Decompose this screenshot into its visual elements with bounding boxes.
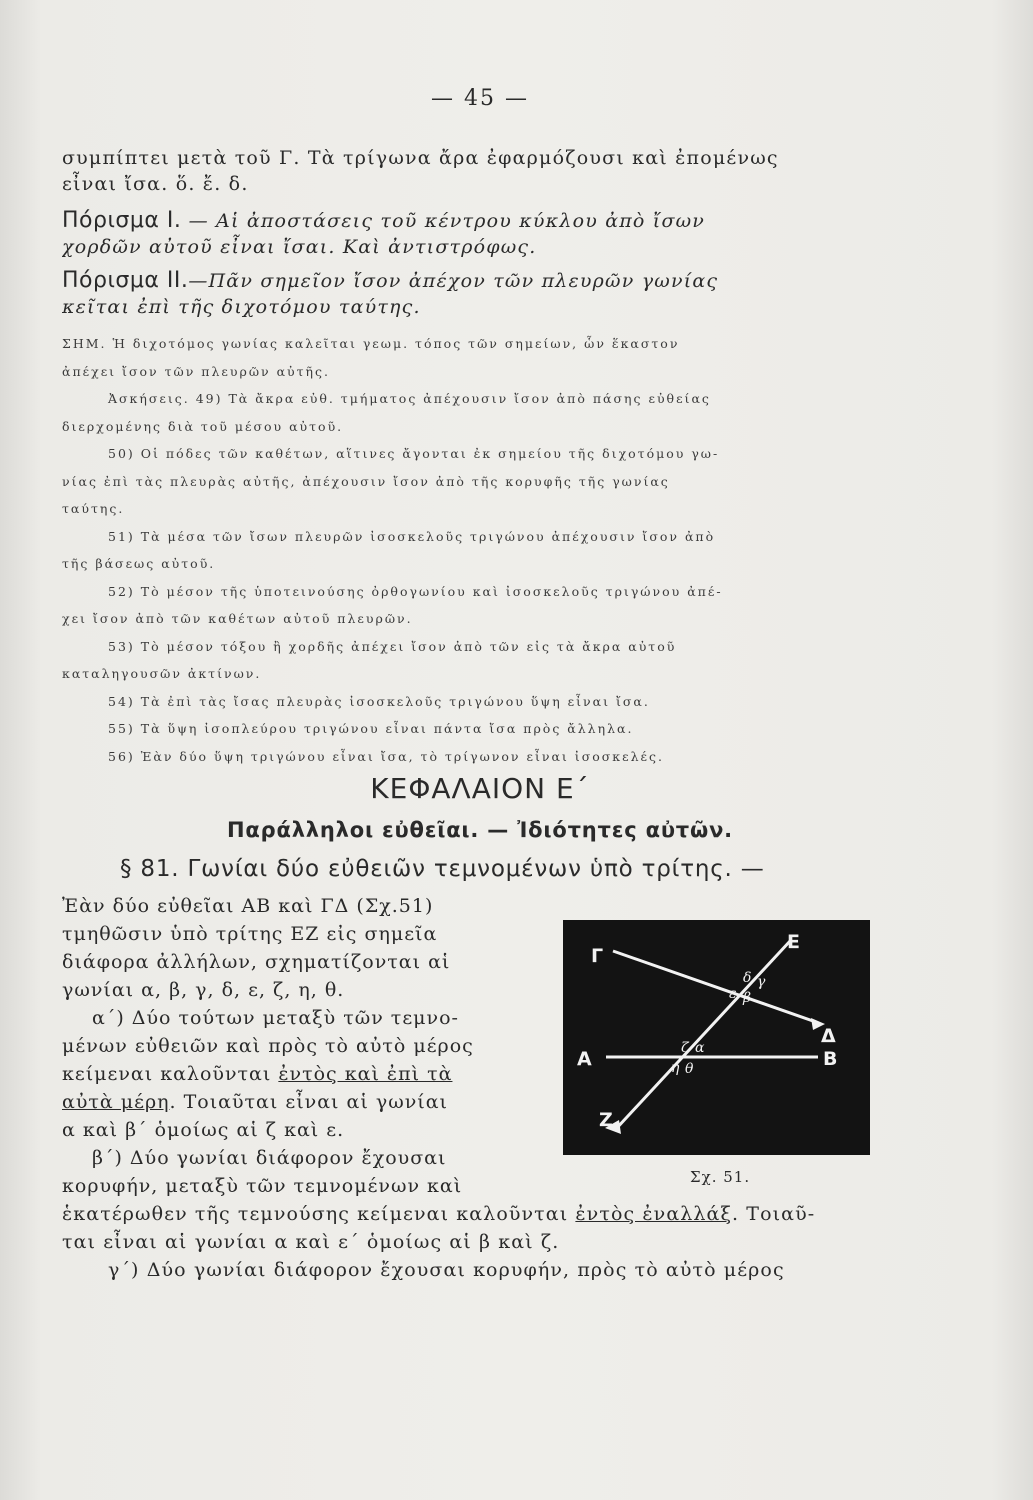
- transversal-ez: [615, 940, 791, 1130]
- angle-beta: β: [743, 990, 752, 1006]
- corollary-1-heading: Πόρισμα I.: [62, 208, 182, 233]
- text-line: ἑκατέρωθεν τῆς τεμνούσης κείμεναι καλοῦνται ἐντὸς ἐναλλάξ. Τοιαῦ-: [62, 1203, 816, 1225]
- section-text: [62, 892, 512, 1200]
- text-line: χορδῶν αὐτοῦ εἶναι ἴσαι. Καὶ ἀντιστρόφως.: [62, 236, 537, 258]
- exercise-line: τῆς βάσεως αὐτοῦ.: [62, 556, 216, 571]
- angle-alpha: α: [695, 1040, 705, 1056]
- underlined-term: ἐντὸς καὶ ἐπὶ τὰ: [278, 1063, 453, 1085]
- exercise-line: 50) Οἱ πόδες τῶν καθέτων, αἵτινες ἄγονται ἐκ σημείου τῆς διχοτόμου γω-: [108, 446, 720, 461]
- label-gamma: Γ: [591, 945, 604, 967]
- label-e: Ε: [787, 931, 800, 953]
- chapter-subtitle: Παράλληλοι εὐθεῖαι. — Ἰδιότητες αὐτῶν.: [227, 818, 733, 842]
- text-line: α΄) Δύο τούτων μεταξὺ τῶν τεμνο-: [92, 1007, 459, 1029]
- exercise-line: 56) Ἐὰν δύο ὕψη τριγώνου εἶναι ἴσα, τὸ τρίγωνον εἶναι ἰσοσκελές.: [108, 748, 664, 764]
- label-a: Α: [577, 1048, 592, 1070]
- corollary-1: [62, 208, 870, 260]
- text-line: β΄) Δύο γωνίαι διάφορον ἔχουσαι: [92, 1147, 447, 1169]
- exercise-line: 55) Τὰ ὕψη ἰσοπλεύρου τριγώνου εἶναι πάντα ἴσα πρὸς ἄλληλα.: [108, 721, 634, 736]
- text-line: μένων εὐθειῶν καὶ πρὸς τὸ αὐτὸ μέρος: [62, 1035, 474, 1057]
- text-line: εἶναι ἴσα. ὅ. ἔ. δ.: [62, 173, 249, 195]
- text-line: τμηθῶσιν ὑπὸ τρίτης ΕΖ εἰς σημεῖα: [62, 923, 438, 945]
- section-text-continued: [62, 1200, 870, 1284]
- corollary-2-heading: Πόρισμα II.: [62, 268, 189, 293]
- angle-zeta: ζ: [681, 1040, 689, 1056]
- intro-text: [62, 145, 870, 197]
- note-and-exercises: [62, 330, 870, 770]
- exercise-line: ταύτης.: [62, 501, 125, 516]
- text-line: κείμεναι καλοῦνται ἐντὸς καὶ ἐπὶ τὰ: [62, 1063, 453, 1085]
- text-line: κορυφήν, μεταξὺ τῶν τεμνομένων καὶ: [62, 1175, 463, 1197]
- angle-epsilon: ε: [729, 986, 737, 1002]
- label-z: Ζ: [599, 1109, 613, 1131]
- corollary-2-text: —Πᾶν σημεῖον ἴσον ἀπέχον τῶν πλευρῶν γωνίας: [188, 270, 719, 292]
- text-line: διάφορα ἀλλήλων, σχηματίζονται αἱ: [62, 951, 451, 973]
- text-line: γ΄) Δύο γωνίαι διάφορον ἔχουσαι κορυφήν, πρὸς τὸ αὐτὸ μέρος: [108, 1259, 785, 1281]
- text-line: αὐτὰ μέρη. Τοιαῦται εἶναι αἱ γωνίαι: [62, 1091, 448, 1113]
- exercise-line: χει ἴσον ἀπὸ τῶν καθέτων αὐτοῦ πλευρῶν.: [62, 611, 413, 626]
- text-line: ται εἶναι αἱ γωνίαι α καὶ ε΄ ὁμοίως αἱ β καὶ ζ.: [62, 1231, 560, 1253]
- text-line: γωνίαι α, β, γ, δ, ε, ζ, η, θ.: [62, 979, 345, 1001]
- exercise-line: 51) Τὰ μέσα τῶν ἴσων πλευρῶν ἰσοσκελοῦς τριγώνου ἀπέχουσιν ἴσον ἀπὸ: [108, 528, 716, 544]
- note-line: ΣΗΜ. Ἡ διχοτόμος γωνίας καλεῖται γεωμ. τόπος τῶν σημείων, ὧν ἕκαστον: [62, 336, 680, 351]
- page-number: — 45 —: [431, 86, 529, 111]
- underlined-term: αὐτὰ μέρη: [62, 1091, 170, 1113]
- angle-delta: δ: [743, 970, 752, 986]
- section-heading: § 81. Γωνίαι δύο εὐθειῶν τεμνομένων ὑπὸ τρίτης. —: [120, 856, 765, 882]
- exercise-line: νίας ἐπὶ τὰς πλευρὰς αὐτῆς, ἀπέχουσιν ἴσον ἀπὸ τῆς κορυφῆς τῆς γωνίας: [62, 473, 670, 489]
- exercise-line: καταληγουσῶν ἀκτίνων.: [62, 666, 262, 681]
- angle-gamma: γ: [757, 974, 766, 990]
- label-b: Β: [823, 1048, 838, 1070]
- chapter-title: ΚΕΦΑΛΑΙΟΝ Ε΄: [370, 772, 590, 805]
- text-line: συμπίπτει μετὰ τοῦ Γ. Τὰ τρίγωνα ἄρα ἐφαρμόζουσι καὶ ἐπομένως: [62, 147, 779, 169]
- line-gamma-delta: [613, 951, 813, 1021]
- exercise-line: 52) Τὸ μέσον τῆς ὑποτεινούσης ὀρθογωνίου καὶ ἰσοσκελοῦς τριγώνου ἀπέ-: [108, 583, 723, 599]
- text-line: κεῖται ἐπὶ τῆς διχοτόμου ταύτης.: [62, 296, 421, 318]
- parallel-lines-diagram: [563, 920, 870, 1155]
- corollary-1-text: — Αἱ ἀποστάσεις τοῦ κέντρου κύκλου ἀπὸ ἴσων: [188, 210, 706, 232]
- exercise-line: Ἀσκήσεις. 49) Τὰ ἄκρα εὐθ. τμήματος ἀπέχουσιν ἴσον ἀπὸ πάσης εὐθείας: [108, 391, 711, 406]
- text-line: Ἐὰν δύο εὐθεῖαι ΑΒ καὶ ΓΔ (Σχ.51): [62, 895, 434, 917]
- exercise-line: 54) Τὰ ἐπὶ τὰς ἴσας πλευρὰς ἰσοσκελοῦς τριγώνου ὕψη εἶναι ἴσα.: [108, 693, 650, 709]
- underlined-term: ἐντὸς ἐναλλάξ: [575, 1203, 733, 1225]
- geometry-figure: [563, 920, 870, 1155]
- note-line: ἀπέχει ἴσον τῶν πλευρῶν αὐτῆς.: [62, 363, 331, 379]
- figure-caption: Σχ. 51.: [690, 1168, 751, 1186]
- text-line: α καὶ β΄ ὁμοίως αἱ ζ καὶ ε.: [62, 1119, 345, 1141]
- exercise-line: 53) Τὸ μέσον τόξου ἢ χορδῆς ἀπέχει ἴσον ἀπὸ τῶν εἰς τὰ ἄκρα αὐτοῦ: [108, 638, 677, 654]
- label-delta: Δ: [821, 1025, 836, 1047]
- angle-eta: η: [671, 1060, 680, 1076]
- corollary-2: [62, 268, 870, 320]
- angle-theta: θ: [685, 1061, 694, 1077]
- exercise-line: διερχομένης διὰ τοῦ μέσου αὐτοῦ.: [62, 418, 344, 434]
